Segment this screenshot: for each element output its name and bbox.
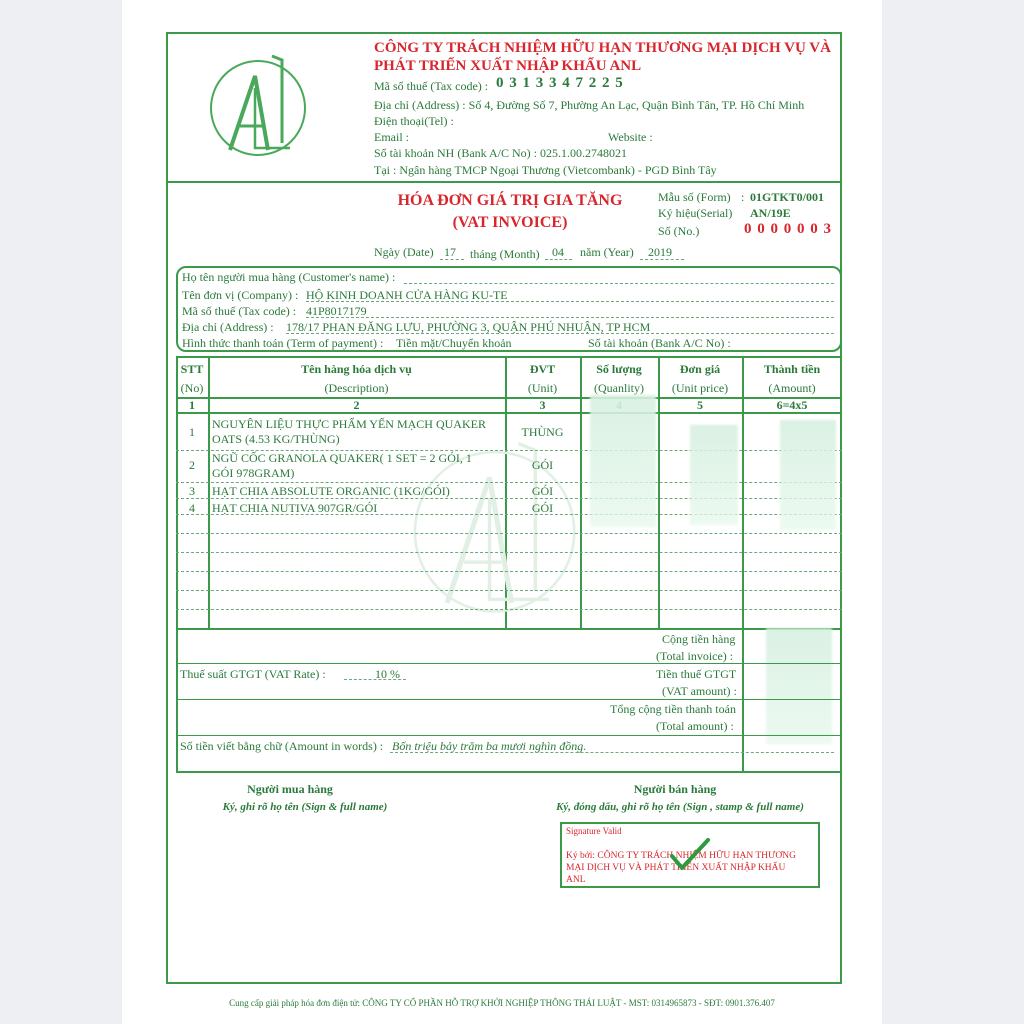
subtotal-label-en: (Total invoice) :: [656, 649, 734, 663]
amount-words-value: Bốn triệu bảy trăm ba mươi nghìn đồng.: [392, 739, 587, 753]
redacted-unit-price: [690, 425, 738, 525]
form-colon: :: [741, 190, 745, 204]
row1-unit: THÙNG: [521, 425, 564, 439]
date-day-underline: [440, 259, 464, 260]
anl-logo-icon: [210, 48, 310, 166]
footer-provider: Cung cấp giải pháp hóa đơn điện tử: CÔNG TY CỔ PHẦN HỖ TRỢ KHỞI NGHIỆP THÔNG THÁI LUẬT - MST: 0314965873 - SĐT: 0901.376.407: [229, 998, 775, 1008]
buyer-customer-label: Họ tên người mua hàng (Customer's name) :: [182, 270, 396, 284]
row3-no: 3: [189, 484, 195, 498]
th-amount: Thành tiền: [763, 362, 821, 376]
subtotal-label-vn: Cộng tiền hàng: [662, 632, 736, 646]
vat-rate-label: Thuế suất GTGT (VAT Rate) :: [180, 667, 326, 681]
redacted-totals: [766, 628, 832, 744]
col-line-1: [208, 356, 210, 628]
form-label: Mẫu số (Form): [658, 190, 731, 204]
th-unit-en: (Unit): [527, 381, 558, 395]
vat-amount-label-en: (VAT amount) :: [662, 684, 737, 698]
date-year-underline: [640, 259, 684, 260]
buyer-address-line: [286, 333, 834, 334]
company-bank-account: Số tài khoản NH (Bank A/C No) : 025.1.00.2748021: [374, 146, 627, 160]
buyer-payment-label: Hình thức thanh toán (Term of payment) :: [182, 336, 384, 350]
row2-unit: GÓI: [531, 458, 554, 472]
date-label: Ngày (Date): [374, 245, 434, 259]
buyer-company-value: HỘ KINH DOANH CỬA HÀNG KU-TE: [306, 288, 508, 302]
subtotal-rule: [176, 663, 842, 664]
company-name-line2: PHÁT TRIỂN XUẤT NHẬP KHẨU ANL: [374, 58, 642, 74]
row4-no: 4: [189, 501, 195, 515]
buyer-customer-line: [404, 283, 834, 284]
th-price: Đơn giá: [679, 362, 721, 376]
buyer-payment-value: Tiền mặt/Chuyển khoản: [396, 336, 512, 350]
row-sep-2: [176, 482, 842, 483]
col-line-4: [658, 356, 660, 628]
row1-desc1: NGUYÊN LIỆU THỰC PHẨM YẾN MẠCH QUAKER: [212, 417, 486, 431]
company-tax-value: 0 3 1 3 3 4 7 2 2 5: [496, 75, 624, 91]
vat-rate-value: 10 %: [375, 667, 400, 681]
month-label: tháng (Month): [470, 247, 540, 261]
vat-rule: [176, 699, 842, 700]
date-month-underline: [545, 259, 572, 260]
amount-words-line: [390, 752, 834, 753]
row4-unit: GÓI: [531, 501, 554, 515]
th-desc-num: 2: [353, 398, 360, 412]
row1-desc2: OATS (4.53 KG/THÙNG): [212, 432, 340, 446]
form-value: 01GTKT0/001: [750, 190, 825, 204]
buyer-tax-value: 41P8017179: [306, 304, 367, 318]
company-email: Email :: [374, 130, 409, 144]
invoice-no-value: 0 0 0 0 0 0 3: [744, 221, 832, 237]
th-desc: Tên hàng hóa dịch vụ: [301, 362, 412, 376]
invoice-no-label: Số (No.): [658, 224, 700, 238]
signature-by-line2: MẠI DỊCH VỤ VÀ PHÁT TRIỂN XUẤT NHẬP KHẨU: [566, 863, 786, 873]
date-month: 04: [552, 245, 564, 259]
row-sep-6: [176, 552, 842, 553]
redacted-quantity: [590, 395, 656, 527]
row1-no: 1: [189, 425, 195, 439]
th-price-num: 5: [697, 398, 703, 412]
row3-unit: GÓI: [531, 484, 554, 498]
th-stt-num: 1: [189, 398, 195, 412]
date-year: 2019: [648, 245, 672, 259]
row-sep-9: [176, 609, 842, 610]
date-day: 17: [444, 245, 456, 259]
buyer-sign-title: Người mua hàng: [247, 782, 333, 796]
seller-sign-note: Ký, đóng dấu, ghi rõ họ tên (Sign , stamp & full name): [556, 801, 804, 813]
row-sep-7: [176, 571, 842, 572]
company-phone: Điện thoại(Tel) :: [374, 114, 454, 128]
th-amount-num: 6=4x5: [776, 398, 808, 412]
buyer-address-value: 178/17 PHAN ĐĂNG LƯU, PHƯỜNG 3, QUẬN PHÚ NHUẬN, TP HCM: [286, 320, 651, 334]
row-sep-8: [176, 590, 842, 591]
signature-by-line1: Ký bởi: CÔNG TY TRÁCH NHIỆM HỮU HẠN THƯƠNG: [566, 851, 796, 861]
redacted-amount: [780, 420, 836, 530]
row2-desc1: NGŨ CỐC GRANOLA QUAKER( 1 SET = 2 GÓI, 1: [212, 451, 472, 465]
vat-rate-line: [344, 679, 406, 680]
th-unit: ĐVT: [529, 362, 556, 376]
grand-total-label-vn: Tổng cộng tiền thanh toán: [610, 702, 736, 716]
th-qty-en: (Quanlity): [594, 381, 644, 395]
buyer-tax-label: Mã số thuế (Tax code) :: [182, 304, 297, 318]
company-name-line1: CÔNG TY TRÁCH NHIỆM HỮU HẠN THƯƠNG MẠI DỊCH VỤ VÀ: [374, 40, 831, 56]
buyer-bank-label: Số tài khoản (Bank A/C No) :: [588, 336, 731, 350]
th-unit-num: 3: [539, 398, 546, 412]
th-amount-en: (Amount): [768, 381, 816, 395]
company-tax-label: Mã số thuế (Tax code) :: [374, 79, 489, 93]
seller-sign-title: Người bán hàng: [633, 782, 717, 796]
row2-no: 2: [189, 458, 195, 472]
signature-by-line3: ANL: [566, 875, 586, 885]
year-label: năm (Year): [580, 245, 634, 259]
buyer-company-label: Tên đơn vị (Company) :: [182, 288, 299, 302]
serial-value: AN/19E: [750, 206, 791, 220]
vat-amount-label-vn: Tiền thuế GTGT: [656, 667, 737, 681]
company-address: Địa chỉ (Address) : Số 4, Đường Số 7, Phường An Lạc, Quận Bình Tân, TP. Hồ Chí Minh: [374, 98, 805, 112]
th-stt-en: (No): [180, 381, 204, 395]
grand-total-rule: [176, 735, 842, 736]
buyer-sign-note: Ký, ghi rõ họ tên (Sign & full name): [222, 801, 388, 813]
row4-desc1: HẠT CHIA NUTIVA 907GR/GÓI: [212, 501, 378, 515]
buyer-address-label: Địa chỉ (Address) :: [182, 320, 274, 334]
row2-desc2: GÓI 978GRAM): [212, 466, 295, 480]
invoice-title-vn: HÓA ĐƠN GIÁ TRỊ GIA TĂNG: [397, 192, 623, 209]
row-sep-5: [176, 533, 842, 534]
th-desc-en: (Description): [324, 381, 389, 395]
th-stt: STT: [180, 362, 204, 376]
signature-check-icon: [668, 836, 712, 872]
company-website: Website :: [608, 130, 653, 144]
buyer-company-line: [306, 301, 834, 302]
col-line-5: [742, 356, 744, 772]
amount-words-label: Số tiền viết bằng chữ (Amount in words) :: [180, 739, 384, 753]
serial-label: Ký hiệu(Serial): [658, 206, 733, 220]
grand-total-label-en: (Total amount) :: [656, 719, 734, 733]
signature-valid-label: Signature Valid: [566, 826, 622, 836]
company-bank-name: Tại : Ngân hàng TMCP Ngoại Thương (Vietcombank) - PGD Bình Tây: [374, 163, 717, 177]
th-price-en: (Unit price): [671, 381, 729, 395]
row3-desc1: HẠT CHIA ABSOLUTE ORGANIC (1KG/GÓI): [212, 484, 450, 498]
buyer-tax-line: [306, 317, 834, 318]
header-divider: [166, 181, 842, 183]
invoice-title-en: (VAT INVOICE): [452, 214, 568, 231]
th-qty: Số lượng: [596, 362, 642, 376]
